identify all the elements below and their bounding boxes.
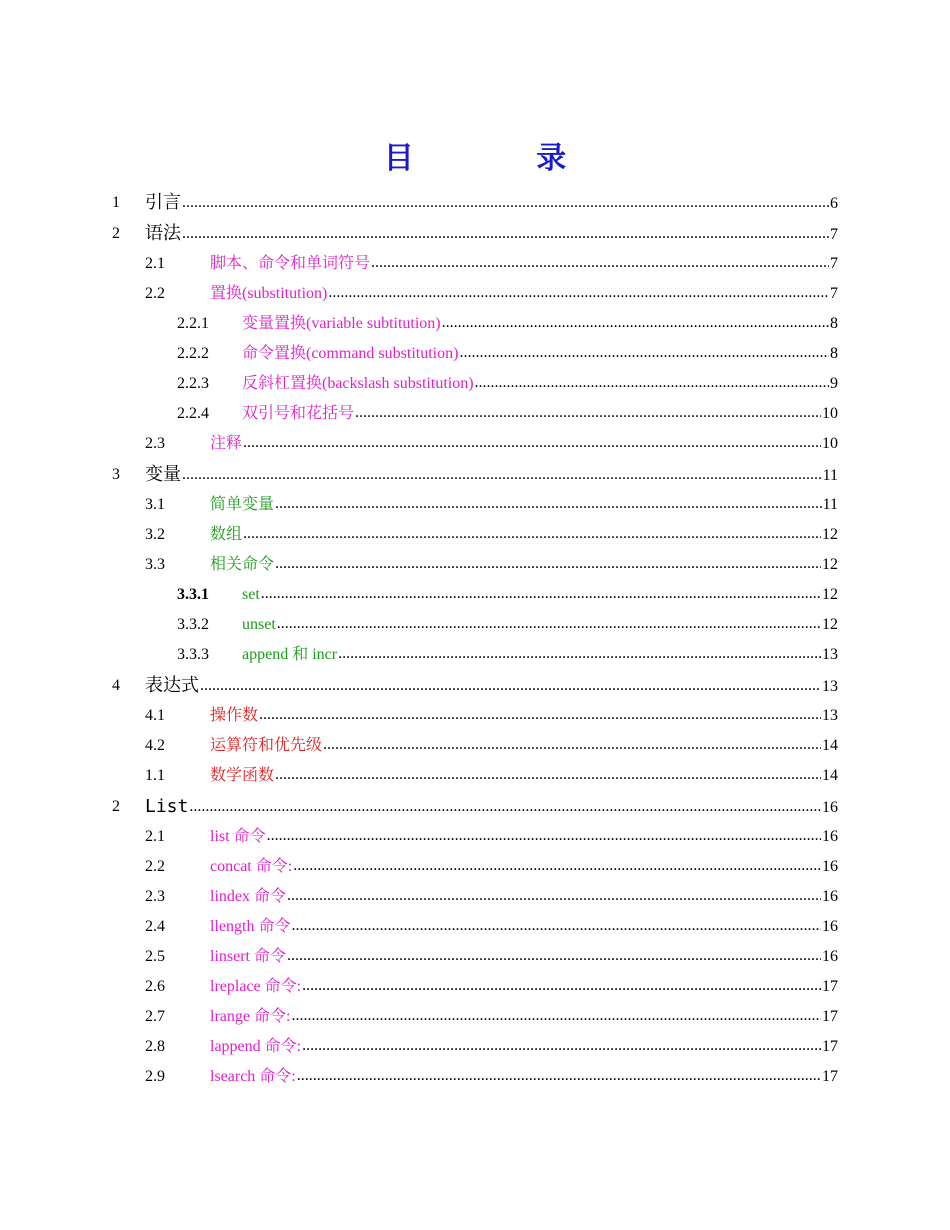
toc-entry-number: 2.1 (145, 255, 165, 272)
toc-entry[interactable] (0, 490, 838, 520)
toc-entry[interactable] (0, 218, 838, 249)
toc-entry-page: 7 (830, 285, 838, 302)
toc-entry-number: 2 (112, 225, 120, 242)
toc-entry-page: 16 (822, 918, 838, 935)
toc-leader-dots (200, 670, 821, 701)
toc-leader-dots (293, 851, 821, 881)
toc-entry-title[interactable]: 脚本、命令和单词符号 (210, 255, 371, 272)
toc-entry-title[interactable]: 引言 (145, 192, 181, 213)
toc-entry-page: 8 (830, 315, 838, 332)
toc-entry-page: 11 (822, 496, 838, 513)
toc-entry-title[interactable]: 置换(substitution) (210, 285, 328, 302)
toc-entry-number: 2.1 (145, 828, 165, 845)
toc-entry-number: 4.1 (145, 707, 165, 724)
toc-entry-title[interactable]: 反斜杠置换(backslash substitution) (242, 375, 474, 392)
toc-entry-number: 2.9 (145, 1068, 165, 1085)
toc-entry-page: 12 (822, 526, 838, 543)
toc-entry[interactable] (0, 640, 838, 670)
toc-entry-page: 12 (822, 586, 838, 603)
toc-entry-title[interactable]: 语法 (145, 223, 181, 244)
toc-entry[interactable] (0, 1032, 838, 1062)
toc-entry-number: 1.1 (145, 767, 165, 784)
toc-entry[interactable] (0, 399, 838, 429)
toc-leader-dots (267, 821, 821, 851)
toc-leader-dots (261, 579, 821, 609)
toc-entry-page: 13 (822, 707, 838, 724)
toc-entry-number: 2.7 (145, 1008, 165, 1025)
toc-leader-dots (297, 1061, 821, 1091)
toc-entry-title[interactable]: 数学函数 (210, 767, 275, 784)
toc-entry[interactable] (0, 761, 838, 791)
toc-entry[interactable] (0, 670, 838, 701)
toc-entry-number: 2.8 (145, 1038, 165, 1055)
toc-entry[interactable] (0, 791, 838, 822)
toc-entry-page: 7 (830, 226, 838, 243)
toc-entry-page: 16 (822, 799, 838, 816)
toc-entry-page: 16 (822, 948, 838, 965)
toc-entry-title[interactable]: 数组 (210, 526, 243, 543)
toc-leader-dots (302, 971, 821, 1001)
toc-entry[interactable] (0, 912, 838, 942)
toc-entry-title[interactable]: list 命令 (210, 828, 266, 845)
toc-entry-title[interactable]: 相关命令 (210, 556, 275, 573)
toc-leader-dots (243, 428, 821, 458)
toc-entry-number: 2.2.4 (177, 405, 209, 422)
toc-entry[interactable] (0, 520, 838, 550)
toc-entry-number: 2.2 (145, 858, 165, 875)
toc-entry-page: 9 (830, 375, 838, 392)
toc-entry[interactable] (0, 339, 838, 369)
toc-entry-page: 6 (830, 195, 838, 212)
toc-entry[interactable] (0, 882, 838, 912)
toc-leader-dots (338, 639, 821, 669)
table-of-contents (0, 187, 950, 1092)
toc-leader-dots (291, 1001, 821, 1031)
toc-entry-title[interactable]: llength 命令 (210, 918, 291, 935)
toc-entry-title[interactable]: 注释 (210, 435, 243, 452)
page-title: 目 录 (383, 141, 623, 176)
toc-entry[interactable] (0, 852, 838, 882)
toc-entry-number: 1 (112, 194, 120, 211)
toc-entry-page: 7 (830, 255, 838, 272)
toc-entry-title[interactable]: set (242, 586, 260, 603)
toc-leader-dots (243, 519, 821, 549)
toc-entry-number: 3.3 (145, 556, 165, 573)
toc-leader-dots (287, 941, 821, 971)
toc-entry-title[interactable]: lindex 命令 (210, 888, 286, 905)
toc-entry-title[interactable]: linsert 命令 (210, 948, 286, 965)
toc-leader-dots (182, 187, 829, 218)
toc-entry-number: 3.3.2 (177, 616, 209, 633)
toc-entry-number: 2.6 (145, 978, 165, 995)
toc-entry-page: 17 (822, 1038, 838, 1055)
toc-entry-title[interactable]: 简单变量 (210, 496, 275, 513)
toc-entry-number: 3.1 (145, 496, 165, 513)
toc-entry[interactable] (0, 429, 838, 459)
toc-leader-dots (182, 459, 822, 490)
toc-entry-page: 17 (822, 978, 838, 995)
toc-leader-dots (259, 700, 821, 730)
toc-entry-page: 13 (822, 678, 838, 695)
toc-entry-page: 8 (830, 345, 838, 362)
toc-entry-number: 3.3.1 (177, 586, 209, 603)
toc-entry[interactable] (0, 369, 838, 399)
toc-entry[interactable] (0, 279, 838, 309)
toc-leader-dots (277, 609, 821, 639)
toc-entry[interactable] (0, 731, 838, 761)
toc-entry-title[interactable]: lappend 命令: (210, 1038, 302, 1055)
toc-leader-dots (371, 248, 829, 278)
toc-entry-title[interactable]: lreplace 命令: (210, 978, 302, 995)
toc-leader-dots (323, 730, 821, 760)
toc-entry[interactable] (0, 459, 838, 490)
toc-entry-title[interactable]: 运算符和优先级 (210, 737, 323, 754)
toc-leader-dots (475, 368, 829, 398)
toc-entry-page: 17 (822, 1068, 838, 1085)
toc-entry-title[interactable]: 双引号和花括号 (242, 405, 355, 422)
toc-leader-dots (287, 881, 821, 911)
toc-leader-dots (182, 218, 829, 249)
toc-entry-title[interactable]: unset (242, 616, 276, 633)
toc-entry[interactable] (0, 550, 838, 580)
toc-entry-number: 2.4 (145, 918, 165, 935)
toc-entry[interactable] (0, 249, 838, 279)
toc-entry-title[interactable]: append 和 incr (242, 646, 338, 663)
toc-entry-title[interactable]: concat 命令: (210, 858, 293, 875)
toc-entry-number: 3.3.3 (177, 646, 209, 663)
toc-leader-dots (275, 489, 822, 519)
toc-entry-title[interactable]: 命令置换(command substitution) (242, 345, 459, 362)
toc-leader-dots (275, 549, 821, 579)
toc-entry[interactable] (0, 972, 838, 1002)
toc-entry-page: 16 (822, 828, 838, 845)
toc-entry-page: 10 (822, 435, 838, 452)
toc-entry-number: 4.2 (145, 737, 165, 754)
toc-entry-number: 2.2.1 (177, 315, 209, 332)
toc-entry-number: 3.2 (145, 526, 165, 543)
toc-leader-dots (291, 911, 821, 941)
toc-entry[interactable] (0, 187, 838, 218)
toc-leader-dots (459, 338, 829, 368)
toc-entry-number: 2.2.3 (177, 375, 209, 392)
toc-leader-dots (302, 1031, 821, 1061)
toc-entry-page: 12 (822, 556, 838, 573)
toc-entry-page: 16 (822, 858, 838, 875)
toc-entry-page: 14 (822, 737, 838, 754)
toc-entry[interactable] (0, 610, 838, 640)
toc-entry-title[interactable]: 表达式 (145, 675, 199, 696)
toc-entry[interactable] (0, 822, 838, 852)
toc-entry-page: 17 (822, 1008, 838, 1025)
toc-entry[interactable] (0, 309, 838, 339)
toc-leader-dots (355, 398, 821, 428)
toc-entry[interactable] (0, 1062, 838, 1092)
toc-leader-dots (275, 760, 821, 790)
toc-entry-number: 2 (112, 798, 120, 815)
toc-entry-page: 13 (822, 646, 838, 663)
toc-entry-title[interactable]: 变量 (145, 464, 181, 485)
toc-entry[interactable] (0, 942, 838, 972)
toc-leader-dots (328, 278, 829, 308)
toc-entry[interactable] (0, 701, 838, 731)
toc-entry-number: 3 (112, 466, 120, 483)
toc-entry-title[interactable]: 操作数 (210, 707, 259, 724)
toc-entry[interactable] (0, 580, 838, 610)
toc-leader-dots (442, 308, 829, 338)
toc-entry-number: 2.2 (145, 285, 165, 302)
toc-entry-page: 12 (822, 616, 838, 633)
toc-entry-title[interactable]: 变量置换(variable subtitution) (242, 315, 441, 332)
toc-entry-page: 14 (822, 767, 838, 784)
toc-entry[interactable] (0, 1002, 838, 1032)
toc-entry-number: 2.3 (145, 888, 165, 905)
toc-entry-page: 16 (822, 888, 838, 905)
toc-entry-number: 2.3 (145, 435, 165, 452)
toc-entry-title[interactable]: lrange 命令: (210, 1008, 291, 1025)
toc-entry-number: 2.5 (145, 948, 165, 965)
toc-entry-page: 10 (822, 405, 838, 422)
toc-entry-number: 2.2.2 (177, 345, 209, 362)
toc-entry-number: 4 (112, 677, 120, 694)
toc-entry-page: 11 (822, 467, 838, 484)
toc-entry-title[interactable]: List (145, 796, 189, 817)
toc-leader-dots (189, 791, 821, 822)
toc-entry-title[interactable]: lsearch 命令: (210, 1068, 296, 1085)
